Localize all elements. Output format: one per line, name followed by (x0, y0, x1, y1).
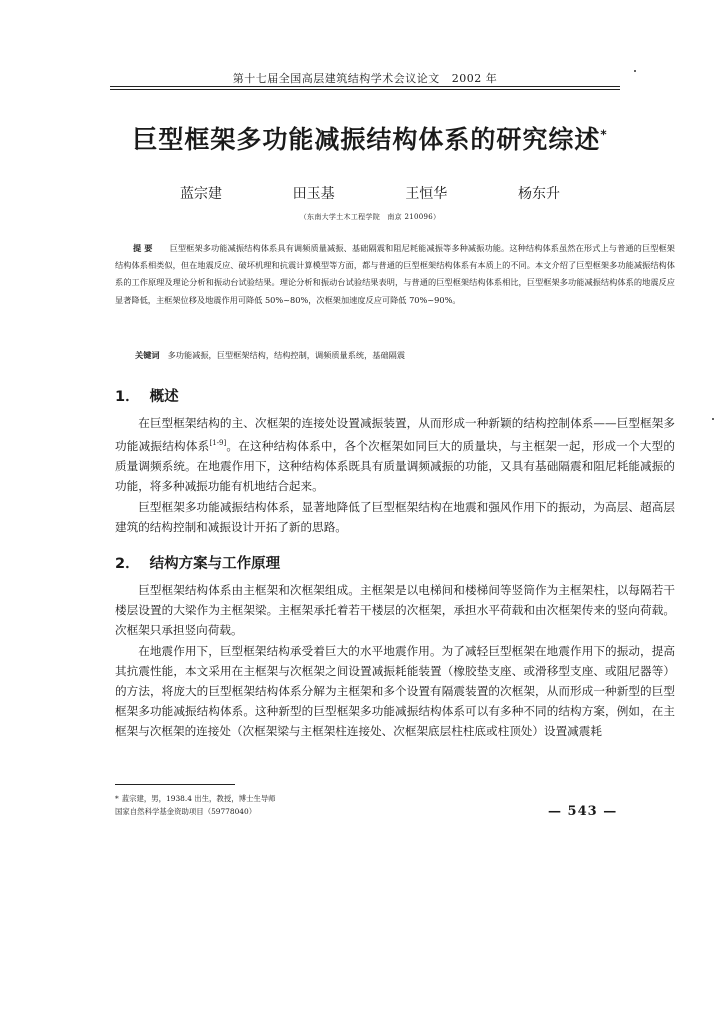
header-rule-thin (110, 89, 620, 90)
paragraph-text: 在巨型框架结构的主、次框架的连接处设置减振装置，从而形成一种新颖的结构控制体系——巨型框架多功能减振结构体系 (115, 416, 675, 454)
author-name: 蓝宗建 (180, 186, 222, 202)
footnote-author-info: 蓝宗建，男，1938.4 出生，教授，博士生导师 (121, 794, 276, 803)
author-list (180, 183, 560, 203)
footnote-rule (115, 784, 235, 785)
keywords-text: 多功能减振，巨型框架结构，结构控制，调频质量系统，基础隔震 (167, 350, 406, 360)
running-head (110, 70, 620, 86)
paragraph (115, 413, 675, 497)
section-body (115, 413, 675, 537)
section-title: 结构方案与工作原理 (149, 556, 281, 572)
footnote-funding: 国家自然科学基金资助项目（59778040） (115, 807, 257, 816)
footnote-mark: * (115, 794, 119, 803)
abstract (115, 240, 675, 309)
section-heading (115, 385, 179, 406)
affiliation: （东南大学土木工程学院 南京 210096） (299, 213, 441, 221)
abstract-label: 提要 (133, 243, 156, 253)
running-head-proceedings: 第十七届全国高层建筑结构学术会议论文 (232, 72, 440, 85)
paper-title-text: 巨型框架多功能减振结构体系的研究综述 (132, 125, 601, 154)
keywords-label: 关键词 (135, 350, 160, 360)
footnote (115, 792, 515, 818)
citation-ref: [1-9] (209, 439, 227, 448)
author-name: 田玉基 (292, 186, 335, 202)
scan-speck (634, 70, 636, 72)
paper-title (100, 120, 640, 156)
paragraph: 巨型框架多功能减振结构体系，显著地降低了巨型框架结构在地震和强风作用下的振动，为高层、超高层建筑的结构控制和减振设计开拓了新的思路。 (115, 499, 675, 534)
footnote-line (115, 792, 515, 805)
section-number: 2． (115, 556, 140, 572)
section-heading (115, 552, 280, 573)
page-number: — 543 — (548, 804, 618, 819)
paragraph: 在地震作用下，巨型框架结构承受着巨大的水平地震作用。为了减轻巨型框架在地震作用下的振动，提高其抗震性能，本文采用在主框架与次框架之间设置减振耗能装置（橡胶垫支座、或滑移型支座、或阻尼器等）的方法，将庞大的巨型框架结构体系分解为主框架和多个设置有隔震装置的次框架，从而形成一种新型的巨型框架多功能减振结构体系。这种新型的巨型框架多功能减振结构体系可以有多种不同的结构方案，例如，在主框架与次框架的连接处（次框架梁与主框架柱连接处、次框架底层柱柱底或柱顶处）设置减震耗 (115, 643, 675, 739)
header-rule-thick (110, 86, 620, 87)
author-name: 王恒华 (405, 186, 448, 202)
author-name: 杨东升 (517, 186, 560, 202)
paragraph-text: 。在这种结构体系中，各个次框架如同巨大的质量块，与主框架一起，形成一个大型的质量调频系统。在地震作用下，这种结构体系既具有质量调频减振的功能，又具有基础隔震和阻尼耗能减振的功能，将多种减振功能有机地结合起来。 (115, 439, 675, 494)
paragraph: 巨型框架结构体系由主框架和次框架组成。主框架是以电梯间和楼梯间等竖筒作为主框架柱，以每隔若干楼层设置的大梁作为主框架梁。主框架承托着若干楼层的次框架，承担水平荷载和由次框架传来的竖向荷载。次框架只承担竖向荷载。 (115, 583, 675, 638)
abstract-text: 巨型框架多功能减振结构体系具有调频质量减振、基础隔震和阻尼耗能减振等多种减振功能。这种结构体系虽然在形式上与普通的巨型框架结构体系相类似，但在地震反应、破坏机理和抗震计算模型等方面，都与普通的巨型框架结构体系有本质上的不同。本文介绍了巨型框架多功能减振结构体系的工作原理及理论分析和振动台试验结果。理论分析和振动台试验结果表明，与普通的巨型框架结构体系相比，巨型框架多功能减振结构体系的地震反应显著降低，主框架位移及地震作用可降低 50%~80%，次框架加速度反应可降低 70%~90%。 (115, 243, 675, 305)
keywords (135, 350, 675, 361)
section-number: 1． (115, 389, 140, 405)
section-title: 概述 (149, 389, 179, 405)
scan-speck (712, 418, 714, 420)
section-body (115, 580, 675, 742)
title-footnote-mark: * (600, 127, 608, 142)
running-head-year: 2002 年 (451, 72, 498, 85)
